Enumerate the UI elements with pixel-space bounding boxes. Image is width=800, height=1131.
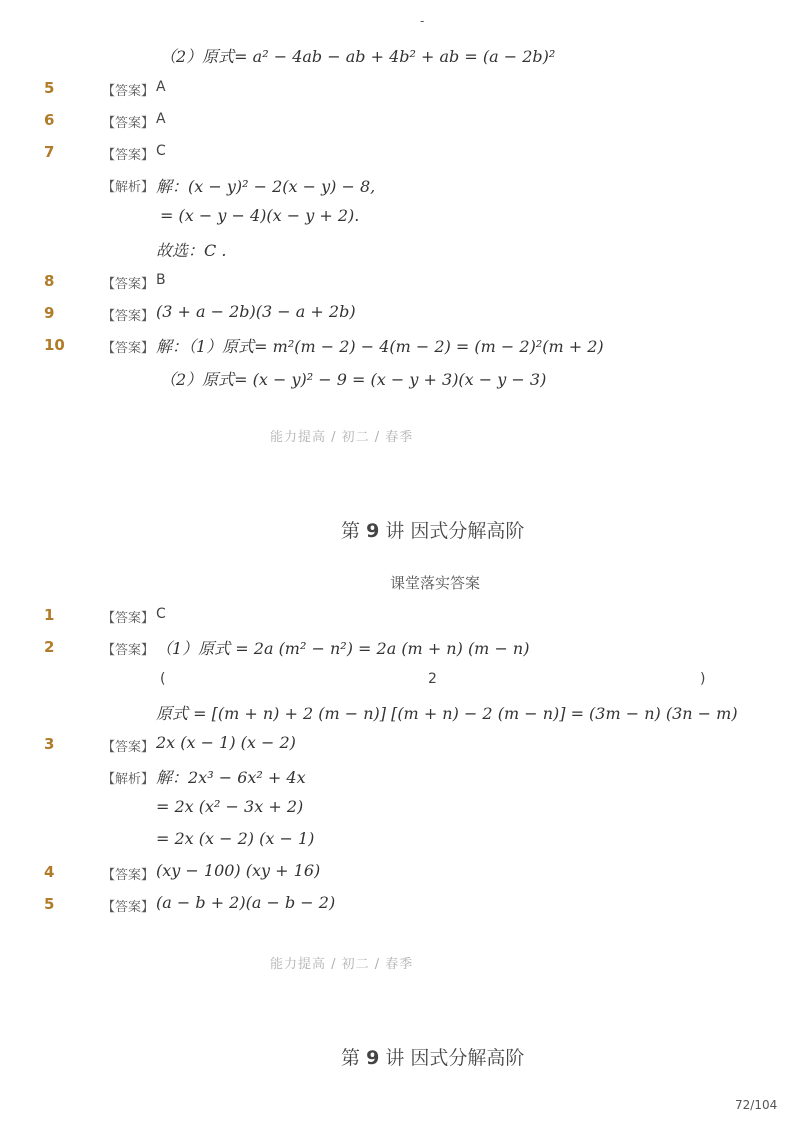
lecture-heading-suffix: 讲 因式分解高阶 — [385, 520, 525, 542]
answer-value-9: (3 + a − 2b)(3 − a + 2b) — [156, 302, 356, 321]
q7-analysis-line-3: 故选：C . — [156, 241, 227, 260]
top-mark: - — [420, 14, 425, 28]
answer-value-5-b: (a − b + 2)(a − b − 2) — [156, 893, 336, 912]
question-number-5: 5 — [44, 79, 55, 97]
lecture-heading-prefix: 第 — [341, 1047, 361, 1069]
question-number-9: 9 — [44, 304, 55, 322]
section-subtitle: 课堂落实答案 — [390, 574, 481, 592]
page-number: 72/104 — [735, 1098, 778, 1112]
question-number-4: 4 — [44, 863, 55, 881]
q3-analysis-line-3: = 2x (x − 2) (x − 1) — [156, 829, 315, 848]
q7-analysis-line-2: = (x − y − 4)(x − y + 2). — [160, 206, 360, 225]
answer-tag: 【答案】 — [102, 116, 155, 131]
lecture-heading-prefix: 第 — [341, 520, 361, 542]
lecture-heading — [341, 1043, 524, 1070]
question-number-8: 8 — [44, 272, 55, 290]
answer-value-3: 2x (x − 1) (x − 2) — [156, 733, 296, 752]
answer-tag: 【答案】 — [102, 309, 155, 324]
lecture-heading-number: 9 — [366, 1047, 380, 1069]
lecture-heading-number: 9 — [366, 520, 380, 542]
answer-tag: 【答案】 — [102, 611, 155, 626]
question-number-6: 6 — [44, 111, 55, 129]
answer-value-1: C — [156, 606, 166, 622]
answer-value-5: A — [156, 79, 166, 95]
q4-part2-line: （2）原式= a² − 4ab − ab + 4b² + ab = (a − 2b)² — [160, 47, 556, 66]
q10-line-1: 解：（1）原式= m²(m − 2) − 4(m − 2) = (m − 2)²(m + 2) — [156, 337, 604, 356]
answer-tag: 【答案】 — [102, 148, 155, 163]
answer-tag: 【答案】 — [102, 740, 155, 755]
footer-meta: 能力提高 / 初二 / 春季 — [270, 957, 414, 972]
answer-value-8: B — [156, 272, 166, 288]
q2-line-1: （1）原式 = 2a (m² − n²) = 2a (m + n) (m − n) — [156, 639, 530, 658]
q10-line-2: （2）原式= (x − y)² − 9 = (x − y + 3)(x − y − 3) — [160, 370, 547, 389]
answer-tag: 【答案】 — [102, 277, 155, 292]
q3-analysis-line-2: = 2x (x² − 3x + 2) — [156, 797, 304, 816]
answer-value-6: A — [156, 111, 166, 127]
question-number-7: 7 — [44, 143, 55, 161]
question-number-2: 2 — [44, 638, 55, 656]
answer-value-7: C — [156, 143, 166, 159]
question-number-1: 1 — [44, 606, 55, 624]
question-number-5-b: 5 — [44, 895, 55, 913]
answer-tag: 【答案】 — [102, 341, 155, 356]
lecture-heading — [341, 516, 524, 543]
analysis-tag: 【解析】 — [102, 772, 155, 787]
footer-meta: 能力提高 / 初二 / 春季 — [270, 430, 414, 445]
answer-tag: 【答案】 — [102, 868, 155, 883]
question-number-3: 3 — [44, 735, 55, 753]
lecture-heading-suffix: 讲 因式分解高阶 — [385, 1047, 525, 1069]
answer-tag: 【答案】 — [102, 900, 155, 915]
q2-line-3: 原式 = [(m + n) + 2 (m − n)] [(m + n) − 2 (m − n)] = (3m − n) (3n − m) — [156, 704, 738, 723]
question-number-10: 10 — [44, 336, 65, 354]
answer-tag: 【答案】 — [102, 84, 155, 99]
q3-analysis-line-1: 解：2x³ − 6x² + 4x — [156, 768, 306, 787]
q2-paren-close: ) — [700, 671, 706, 687]
analysis-tag: 【解析】 — [102, 180, 155, 195]
answer-tag: 【答案】 — [102, 643, 155, 658]
q2-paren-open: ( — [160, 671, 166, 687]
answer-value-4: (xy − 100) (xy + 16) — [156, 861, 321, 880]
q7-analysis-line-1: 解：(x − y)² − 2(x − y) − 8, — [156, 177, 376, 196]
q2-paren-mid: 2 — [428, 671, 437, 687]
